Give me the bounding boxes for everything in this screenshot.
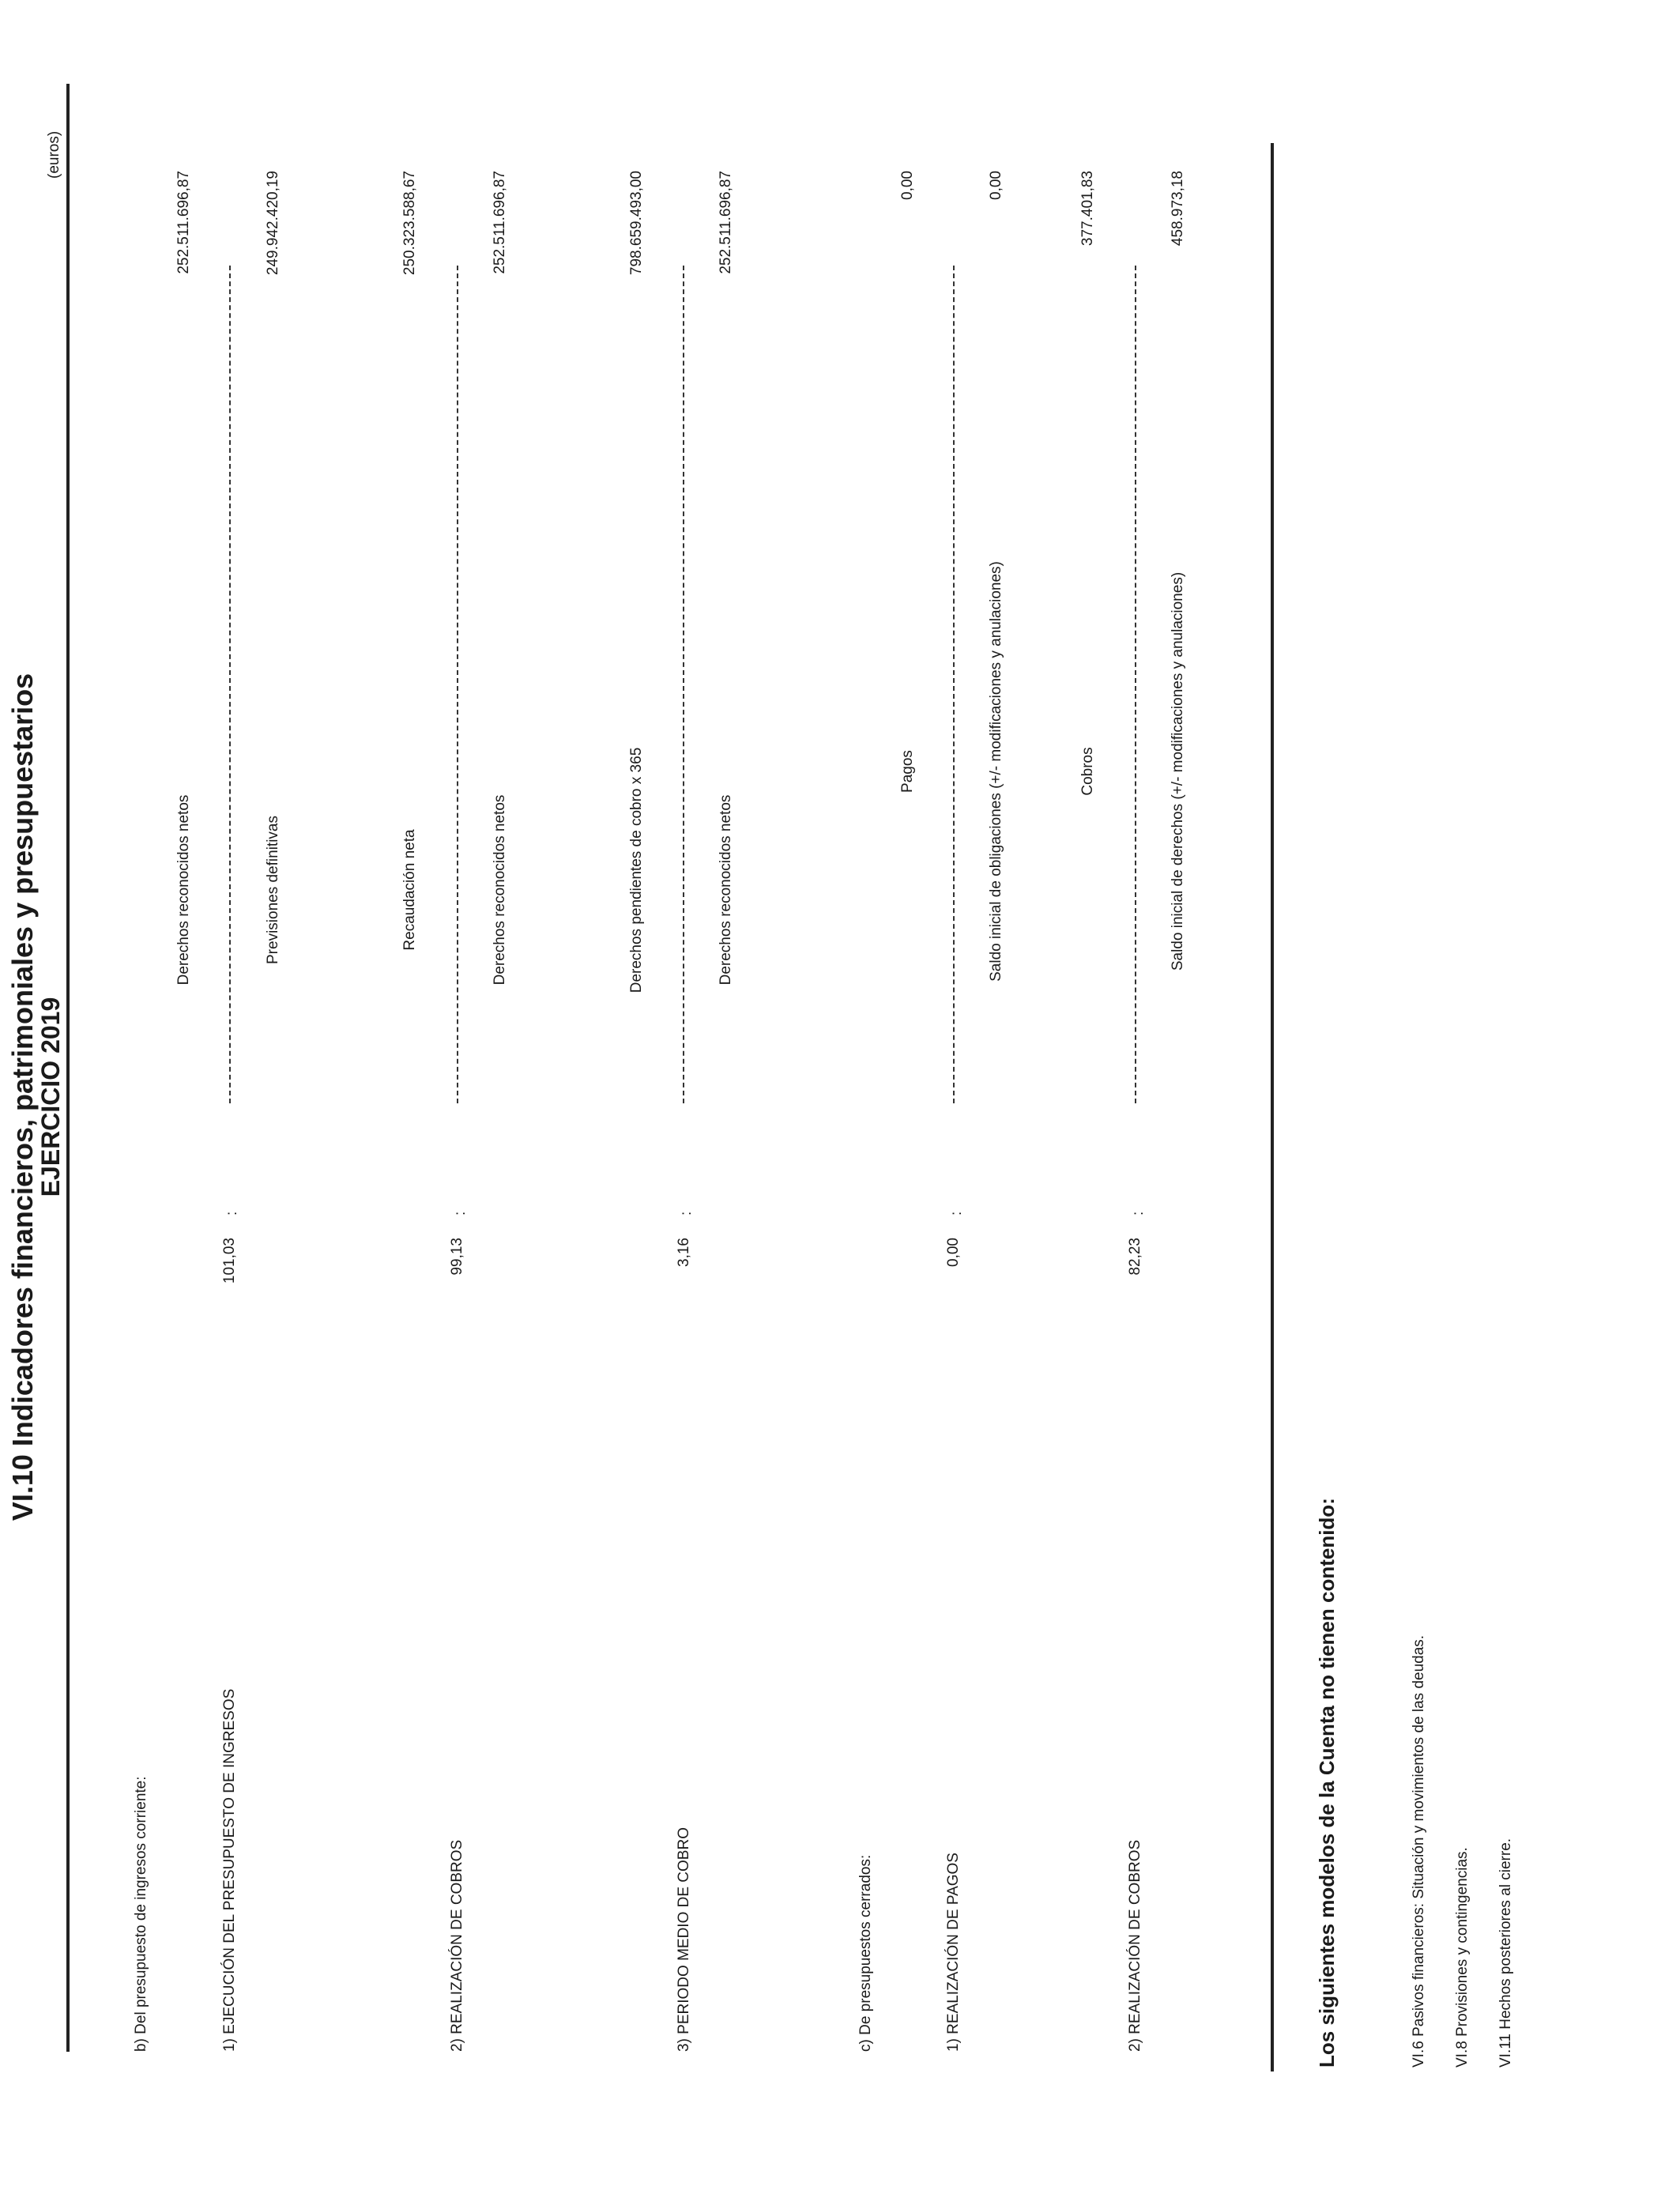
page-title: VI.10 Indicadores financieros, patrimoniales y presupuestarios: [6, 673, 39, 1521]
section-b-heading: b) Del presupuesto de ingresos corriente:: [133, 1776, 149, 2052]
indicator-colon: :: [1130, 1211, 1147, 1216]
indicator-value: 82,23: [1127, 1238, 1143, 1276]
indicator-label: 2) REALIZACIÓN DE COBROS: [1127, 1839, 1143, 2052]
denominator-value: 249.942.420,19: [265, 171, 281, 276]
numerator-label: Derechos reconocidos netos: [175, 794, 192, 986]
indicator-label: 2) REALIZACIÓN DE COBROS: [449, 1839, 465, 2052]
footer-item: VI.11 Hechos posteriores al cierre.: [1497, 1838, 1514, 2068]
denominator-label: Saldo inicial de derechos (+/- modificaciones y anulaciones): [1170, 571, 1186, 971]
denominator-value: 458.973,18: [1170, 171, 1186, 247]
footer-heading: Los siguientes modelos de la Cuenta no tienen contenido:: [1315, 1498, 1339, 2068]
indicator-colon: :: [948, 1211, 965, 1216]
denominator-value: 252.511.696,87: [492, 171, 508, 274]
denominator-label: Previsiones definitivas: [265, 816, 281, 964]
numerator-value: 250.323.588,67: [401, 171, 418, 276]
indicator-colon: :: [678, 1211, 695, 1216]
denominator-label: Derechos reconocidos netos: [718, 794, 734, 986]
numerator-label: Derechos pendientes de cobro x 365: [628, 747, 645, 993]
fraction-line: [1135, 266, 1136, 1103]
indicator-label: 3) PERIODO MEDIO DE COBRO: [676, 1827, 692, 2052]
fraction-line: [683, 266, 684, 1103]
indicator-value: 99,13: [449, 1238, 465, 1276]
footer-item: VI.6 Pasivos financieros: Situación y movimientos de las deudas.: [1411, 1634, 1427, 2068]
denominator-label: Saldo inicial de obligaciones (+/- modificaciones y anulaciones): [988, 561, 1004, 982]
indicator-value: 3,16: [676, 1238, 692, 1267]
section-c-heading: c) De presupuestos cerrados:: [857, 1854, 874, 2052]
top-rule: [66, 84, 70, 2052]
fraction-line: [953, 266, 955, 1103]
denominator-value: 0,00: [988, 171, 1004, 200]
numerator-label: Pagos: [899, 750, 916, 793]
numerator-value: 0,00: [899, 171, 916, 200]
indicator-colon: :: [224, 1211, 240, 1216]
indicator-colon: :: [452, 1211, 469, 1216]
denominator-label: Derechos reconocidos netos: [492, 794, 508, 986]
indicator-value: 101,03: [221, 1238, 238, 1284]
numerator-value: 798.659.493,00: [628, 171, 645, 276]
unit-label: (euros): [46, 130, 62, 179]
numerator-value: 252.511.696,87: [175, 171, 192, 274]
bottom-rule: [1271, 143, 1274, 2071]
page-subtitle: EJERCICIO 2019: [36, 997, 65, 1197]
fraction-line: [229, 266, 231, 1103]
indicator-label: 1) EJECUCIÓN DEL PRESUPUESTO DE INGRESOS: [221, 1688, 238, 2052]
numerator-label: Cobros: [1079, 747, 1096, 796]
numerator-value: 377.401,83: [1079, 171, 1096, 247]
numerator-label: Recaudación neta: [401, 829, 418, 951]
indicator-label: 1) REALIZACIÓN DE PAGOS: [945, 1853, 962, 2052]
indicator-value: 0,00: [945, 1238, 962, 1267]
denominator-value: 252.511.696,87: [718, 171, 734, 274]
fraction-line: [457, 266, 458, 1103]
footer-item: VI.8 Provisiones y contingencias.: [1454, 1847, 1471, 2068]
